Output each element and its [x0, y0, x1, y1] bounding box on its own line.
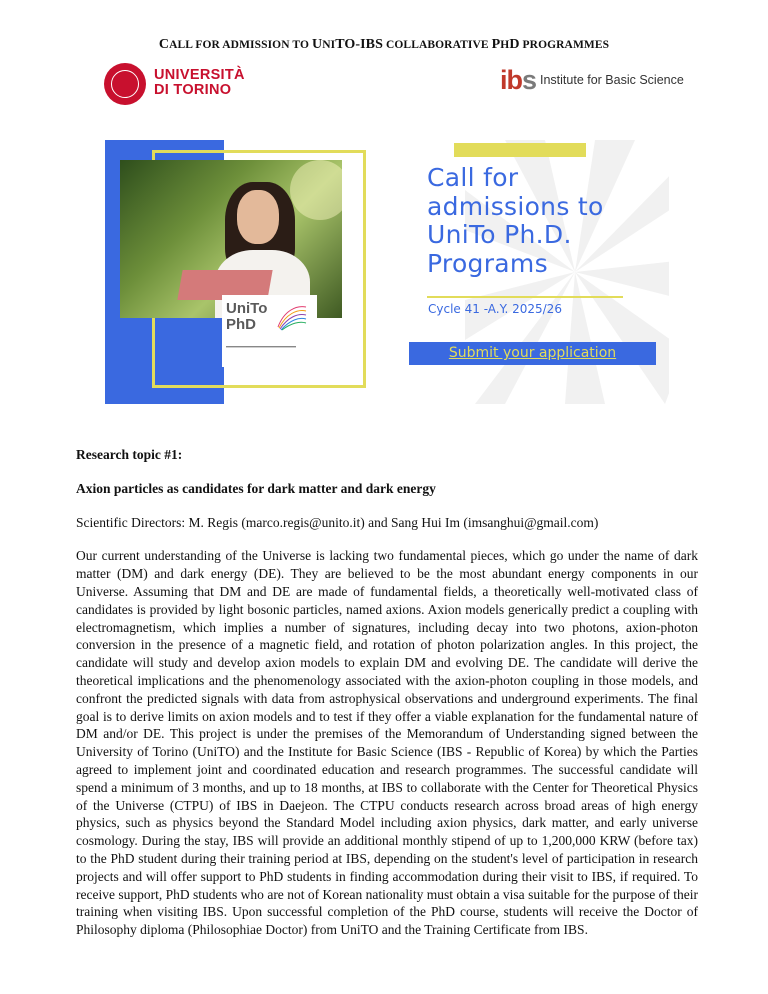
title-accent-bar: [454, 143, 586, 157]
phd-logo-line2: PhD: [226, 316, 256, 333]
unito-phd-logo: [222, 295, 317, 367]
topic-heading: Research topic #1:: [76, 447, 183, 462]
banner-title-line: UniTo Ph.D.: [427, 220, 572, 249]
ibs-logo: [500, 65, 684, 96]
header-part: U: [311, 37, 323, 52]
unito-seal-icon: [104, 63, 146, 105]
admission-banner: [105, 140, 669, 404]
header-part: PROGRAMMES: [519, 39, 610, 51]
header-part: P: [491, 37, 501, 52]
banner-title: [427, 164, 604, 278]
swirl-icon: [276, 301, 308, 331]
scientific-directors: Scientific Directors: M. Regis (marco.regis@unito.it) and Sang Hui Im (imsanghui@gmail.com): [76, 514, 599, 530]
banner-title-line: admissions to: [427, 191, 604, 221]
header-part: COLLABORATIVE: [383, 39, 492, 51]
cycle-label: Cycle 41 -A.Y. 2025/26: [428, 302, 562, 316]
submit-application-button[interactable]: Submit your application: [409, 342, 656, 365]
description-paragraph: Our current understanding of the Universe is lacking two fundamental pieces, which go under the name of dark matter (DM) and dark energy (DE). They are believed to be the most abundant energy components in our Universe. Assuming that DM and DE are made of fundamental fields, a theoretically well-motivated class of candidates is provided by light bosonic particles, named axions. Axion models generically predict a coupling with electromagnetism, which implies a number of signatures, including decay into two photons, axion-photon conversion in the presence of a magnetic field, and rotation of photon polarization angles. In this project, the candidate will study and develop axion models to explain DM and evolving DE. The candidate will derive the theoretical implications and the phenomenology associated with the axion-photon coupling in those models, and confront the predicted signals with data from astrophysical observations and underground experiments. The final goal is to derive limits on axion models and to test if they offer a viable explanation for the fundamental nature of DM and/or DE. This project is under the premises of the Memorandum of Understanding signed between the University of Torino (UniTO) and the Institute for Basic Science (IBS - Republic of Korea) by which the Parties agreed to implement joint and coordinated education and research programmes. The successful candidate will spend a minimum of 3 months, and up to 18 months, at IBS to collaborate with the Center for Theoretical Physics of the Universe (CTPU) of IBS in Daejeon. The CTPU conducts research across broad areas of high energy physics, such as physics beyond the Standard Model including axion physics, dark matter, and early universe cosmology. During the stay, IBS will provide an additional monthly stipend of up to 1,200,000 KRW (before tax) to the PhD student during their training period at IBS, depending on the student's level of participation in research projects and will offer support to PhD students in finding accommodation during their visit to IBS, if required. To receive support, PhD students who are not of Korean nationality must obtain a visa suitable for the purpose of their training when visiting IBS. Upon successful completion of the PhD course, students will receive the Doctor of Philosophy diploma (Philosophiae Doctor) from UniTO and the Training Certificate from IBS.: [76, 548, 698, 938]
banner-title-line: Call for: [427, 163, 519, 192]
phd-logo-line1: UniTo: [226, 300, 268, 317]
unito-logo: [104, 63, 274, 107]
logo-caption-graphic: [226, 345, 312, 349]
page-header: [0, 37, 768, 53]
unito-name-line2: DI TORINO: [154, 82, 232, 98]
ibs-mark-icon: ibs: [500, 65, 537, 95]
title-underline: [427, 296, 623, 298]
header-part: TO-IBS: [335, 37, 383, 52]
research-topic-section: [76, 446, 698, 939]
header-part: C: [158, 37, 170, 52]
ibs-name: Institute for Basic Science: [540, 73, 684, 87]
topic-title: Axion particles as candidates for dark matter and dark energy: [76, 480, 436, 496]
header-part: ALL FOR ADMISSION TO: [169, 39, 312, 51]
header-part: NI: [322, 39, 336, 51]
unito-name-line1: UNIVERSITÀ: [154, 67, 245, 83]
header-part: D: [509, 37, 520, 52]
banner-title-line: Programs: [427, 248, 548, 278]
header-part: H: [500, 39, 510, 51]
